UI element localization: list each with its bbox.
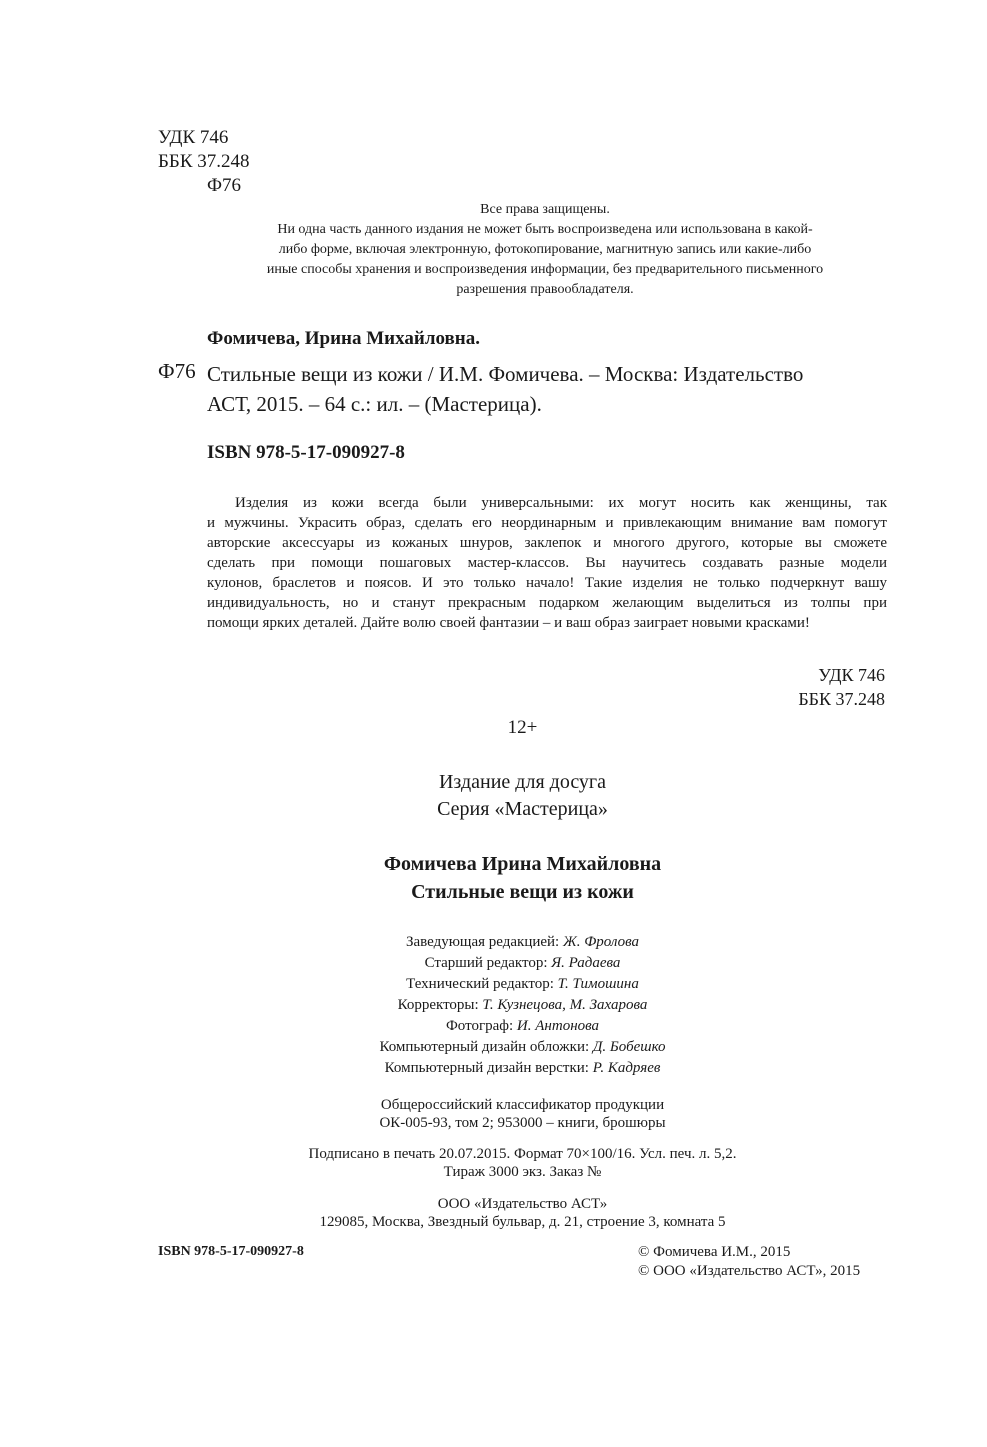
- credit-name: Ж. Фролова: [562, 934, 640, 950]
- rights-line: Ни одна часть данного издания не может быть воспроизведена или использована в какой-: [277, 222, 813, 237]
- credit-role: Компьютерный дизайн обложки:: [379, 1039, 593, 1055]
- annotation-line: индивидуальность, но и станут прекрасным подарком желающим выделиться из толпы при: [207, 595, 887, 611]
- footer-isbn: ISBN 978-5-17-090927-8: [158, 1244, 304, 1259]
- age-rating: 12+: [507, 717, 538, 738]
- rights-line: разрешения правообладателя.: [456, 282, 634, 297]
- print-line: Подписано в печать 20.07.2015. Формат 70×100/16. Усл. печ. л. 5,2.: [308, 1146, 737, 1162]
- annotation: [207, 493, 887, 633]
- annotation-line: и мужчины. Украсить образ, сделать его неординарным и привлекающим внимание вам помогут: [207, 515, 887, 531]
- record-citation: [207, 359, 803, 419]
- credit-line: [0, 995, 987, 1016]
- annotation-line: Изделия из кожи всегда были универсальными: их могут носить как женщины, так: [235, 495, 887, 511]
- rights-line: либо форме, включая электронную, фотокопирование, магнитную запись или какие-либо: [278, 242, 812, 257]
- credit-line: [0, 1037, 987, 1058]
- record-code: Ф76: [158, 359, 196, 383]
- credit-line: [0, 1058, 987, 1079]
- publisher-address: 129085, Москва, Звездный бульвар, д. 21, строение 3, комната 5: [319, 1214, 726, 1230]
- credit-name: Т. Тимошина: [557, 976, 639, 992]
- udk-code-right: УДК 746: [818, 665, 885, 685]
- credit-line: [0, 953, 987, 974]
- classifier-line: ОК-005-93, том 2; 953000 – книги, брошюры: [379, 1115, 666, 1131]
- colophon-author: Фомичева Ирина Михайловна: [383, 853, 662, 875]
- edition-series: Серия «Мастерица»: [437, 798, 608, 820]
- print-line: Тираж 3000 экз. Заказ №: [443, 1164, 602, 1180]
- citation-line: Стильные вещи из кожи / И.М. Фомичева. – Москва: Издательство: [207, 362, 804, 386]
- classifier-line: Общероссийский классификатор продукции: [380, 1097, 665, 1113]
- record-isbn: ISBN 978-5-17-090927-8: [207, 442, 405, 463]
- rights-line: Все права защищены.: [480, 202, 610, 217]
- credit-role: Старший редактор:: [424, 955, 552, 971]
- credit-line: [0, 1016, 987, 1037]
- annotation-line: помощи ярких деталей. Дайте волю своей фантазии – и ваш образ заиграет новыми красками!: [207, 615, 810, 631]
- annotation-line: авторские аксессуары из кожаных шнуров, заклепок и многого другого, которые вы сможете: [207, 535, 887, 551]
- record-author: Фомичева, Ирина Михайловна.: [207, 328, 480, 349]
- credit-role: Компьютерный дизайн верстки:: [384, 1060, 593, 1076]
- bbk-code: ББК 37.248: [158, 151, 250, 172]
- author-mark: Ф76: [207, 175, 242, 196]
- annotation-line: сделать при помощи пошаговых мастер-классов. Вы научитесь создавать разные модели: [207, 555, 887, 571]
- credit-line: [0, 932, 987, 953]
- copyright-publisher: © ООО «Издательство АСТ», 2015: [638, 1263, 861, 1279]
- bbk-code-right: ББК 37.248: [798, 689, 885, 709]
- edition-type: Издание для досуга: [438, 771, 607, 793]
- publisher-name: ООО «Издательство АСТ»: [437, 1196, 608, 1212]
- rights-notice: [205, 200, 885, 300]
- credit-role: Технический редактор:: [406, 976, 558, 992]
- copyright-author: © Фомичева И.М., 2015: [638, 1244, 791, 1260]
- credit-name: Т. Кузнецова, М. Захарова: [482, 997, 648, 1013]
- print-info: [0, 1145, 987, 1181]
- citation-line: АСТ, 2015. – 64 с.: ил. – (Мастерица).: [207, 392, 542, 416]
- udk-code: УДК 746: [158, 127, 229, 148]
- credit-role: Заведующая редакцией:: [405, 934, 563, 950]
- credit-name: И. Антонова: [516, 1018, 600, 1034]
- classifier: [0, 1096, 987, 1132]
- credit-line: [0, 974, 987, 995]
- credit-name: Р. Кадряев: [592, 1060, 661, 1076]
- credit-name: Я. Радаева: [551, 955, 621, 971]
- annotation-line: кулонов, браслетов и поясов. И это только начало! Такие изделия не только подчеркнут вашу: [207, 575, 887, 591]
- publisher-block: [0, 1195, 987, 1231]
- credits-list: [0, 932, 987, 1079]
- colophon-title: Стильные вещи из кожи: [411, 881, 634, 903]
- credit-role: Фотограф:: [445, 1018, 517, 1034]
- credit-name: Д. Бобешко: [592, 1039, 666, 1055]
- rights-line: иные способы хранения и воспроизведения информации, без предварительного письменного: [266, 262, 824, 277]
- credit-role: Корректоры:: [397, 997, 483, 1013]
